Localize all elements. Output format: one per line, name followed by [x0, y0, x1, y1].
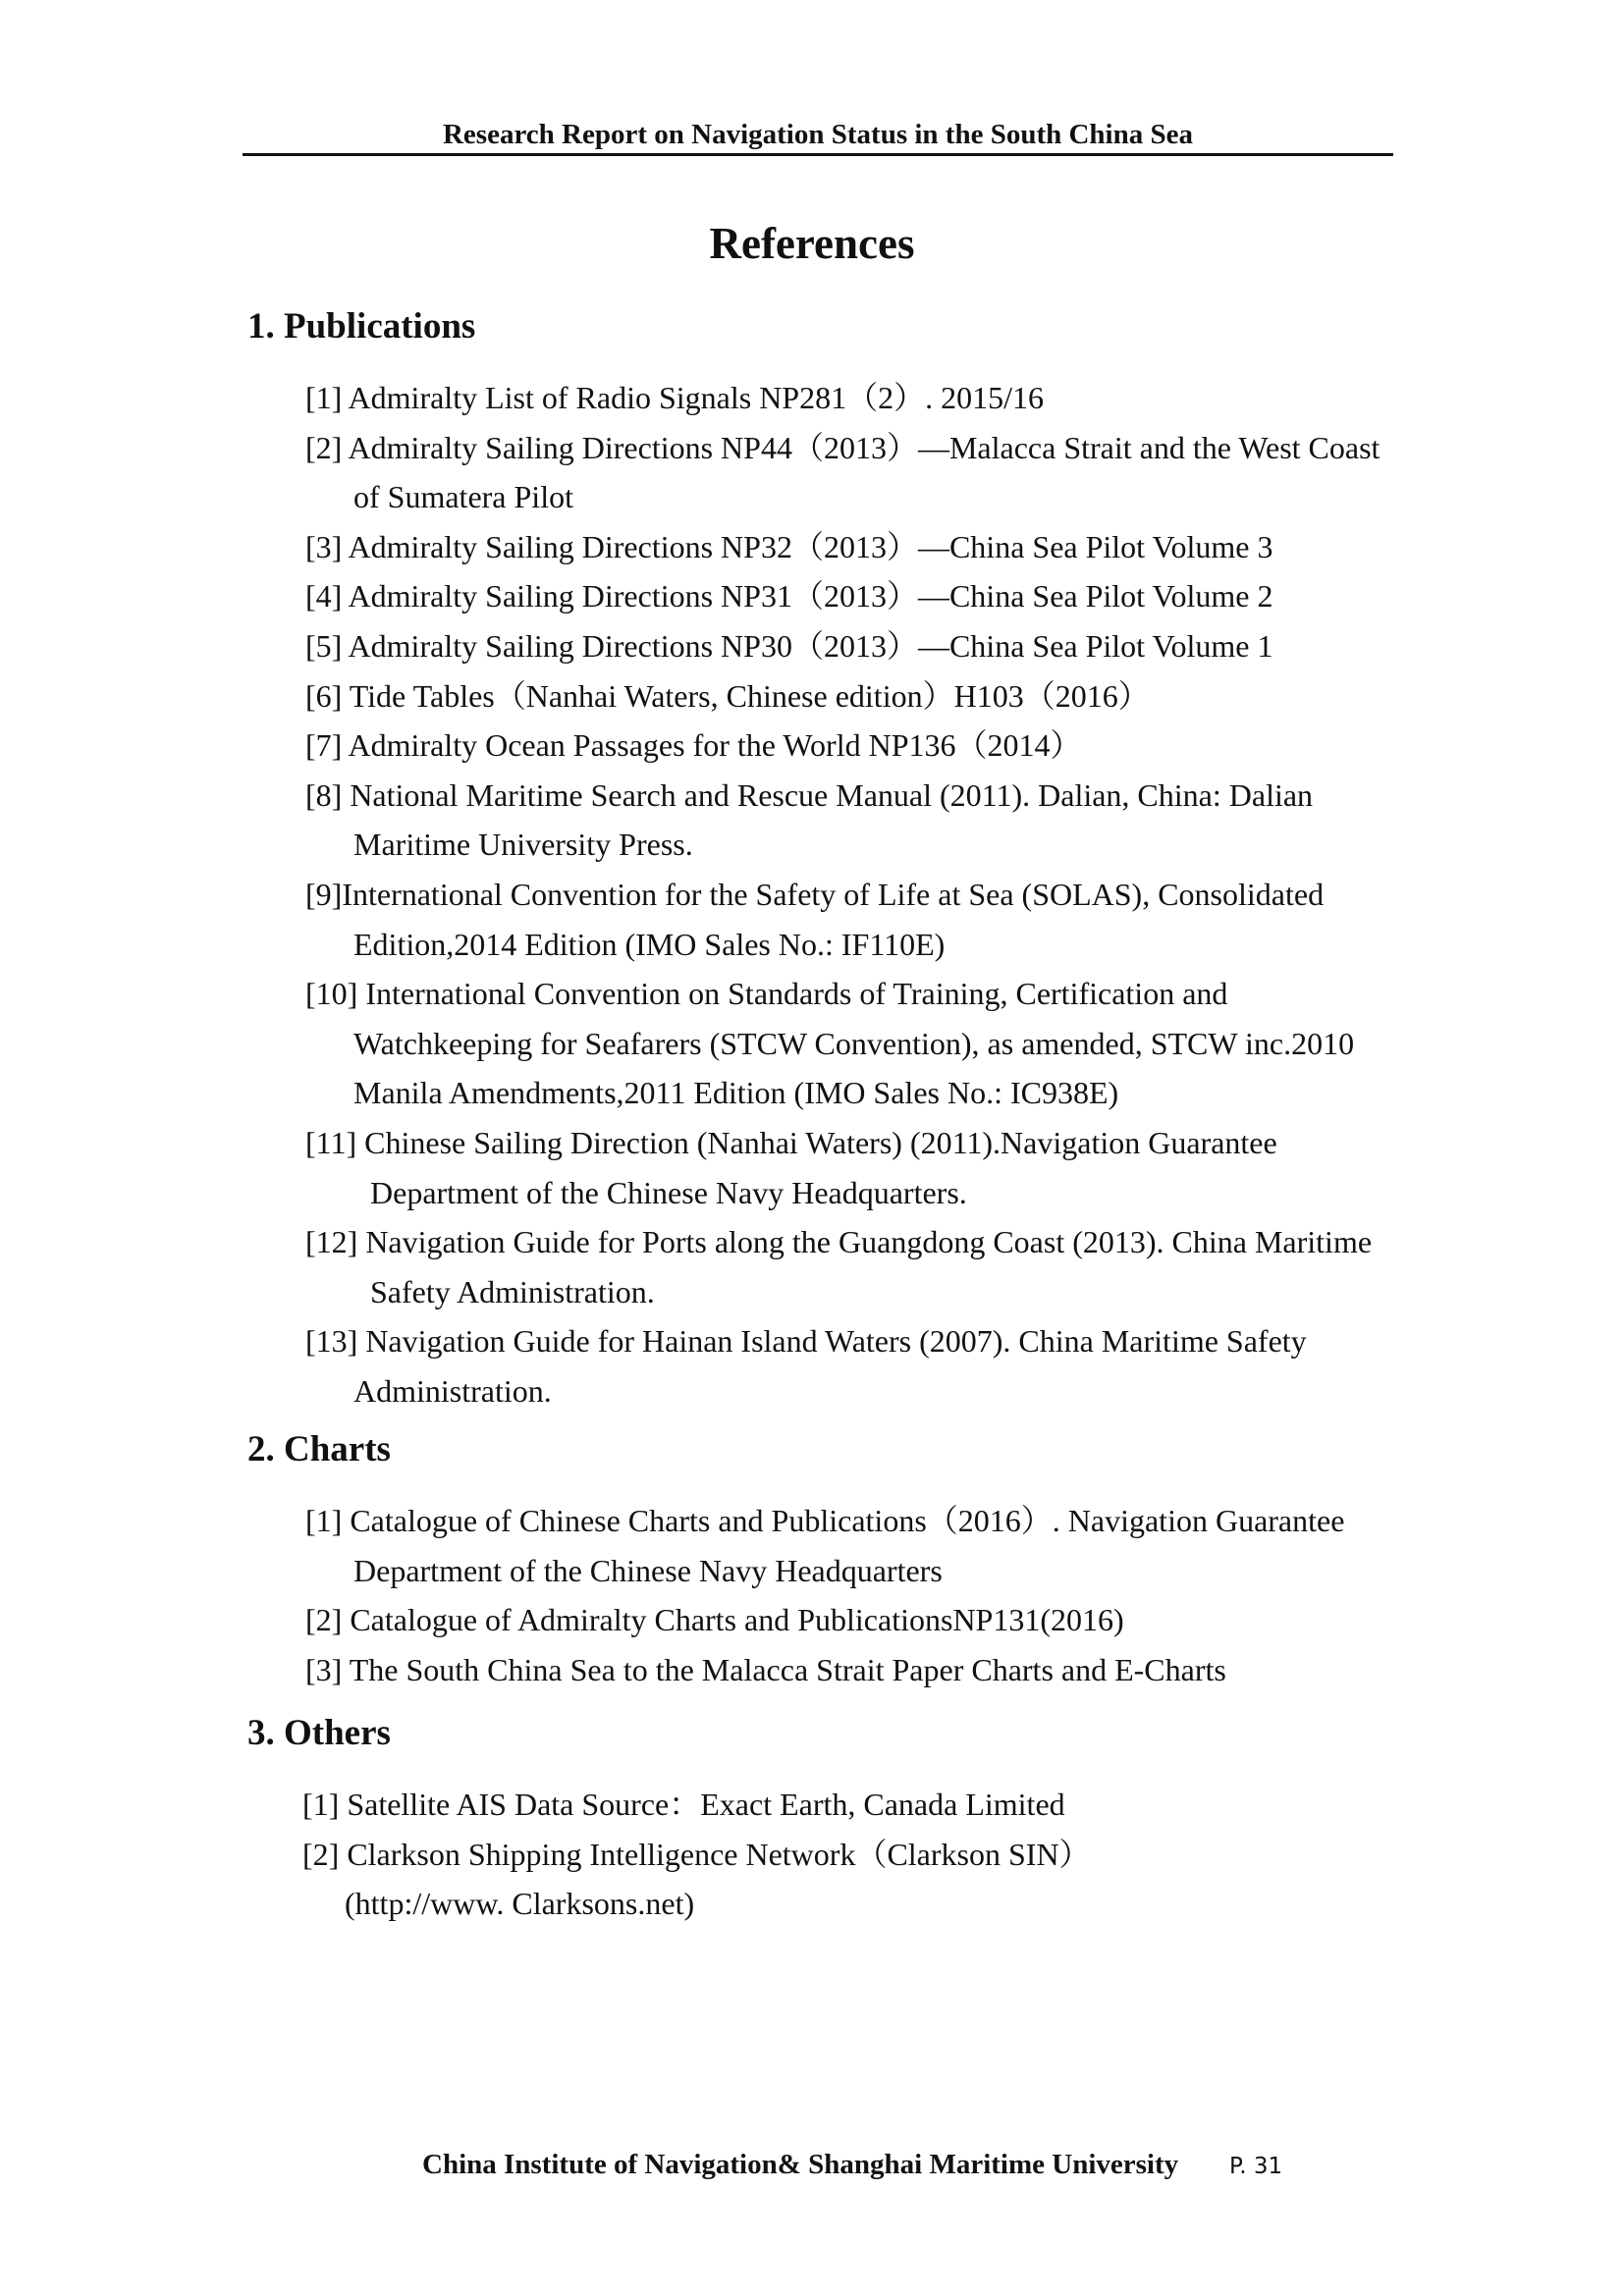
reference-item: [9]International Convention for the Safety of Life at Sea (SOLAS), Consolidated Edition,2014 Edition (IMO Sales No.: IF110E)	[305, 876, 1325, 962]
reference-item: [5] Admiralty Sailing Directions NP30（2013）—China Sea Pilot Volume 1	[305, 627, 1273, 664]
reference-item: [1] Catalogue of Chinese Charts and Publications（2016）. Navigation Guarantee Department of the Chinese Navy Headquarters	[305, 1503, 1345, 1588]
running-header: Research Report on Navigation Status in the South China Sea	[243, 116, 1393, 156]
section-heading-charts: 2. Charts	[247, 1429, 391, 1469]
reference-item: [12] Navigation Guide for Ports along the Guangdong Coast (2013). China Maritime Safety Administration.	[305, 1224, 1373, 1309]
section-heading-others: 3. Others	[247, 1713, 391, 1753]
reference-item: [3] Admiralty Sailing Directions NP32（2013）—China Sea Pilot Volume 3	[305, 528, 1273, 564]
reference-item: [3] The South China Sea to the Malacca Strait Paper Charts and E-Charts	[305, 1651, 1226, 1687]
reference-item: [7] Admiralty Ocean Passages for the World NP136（2014）	[305, 727, 1082, 764]
page-title: References	[709, 219, 915, 268]
reference-item: [2] Admiralty Sailing Directions NP44（2013）—Malacca Strait and the West Coast of Sumatera Pilot	[305, 429, 1380, 515]
section-heading-publications: 1. Publications	[247, 306, 476, 347]
reference-item: [8] National Maritime Search and Rescue Manual (2011). Dalian, China: Dalian Maritime University Press.	[305, 776, 1314, 863]
others-list	[302, 1780, 1398, 1929]
reference-item: [1] Satellite AIS Data Source：Exact Earth, Canada Limited	[302, 1787, 1065, 1822]
reference-item: [1] Admiralty List of Radio Signals NP281（2）. 2015/16	[305, 380, 1044, 415]
reference-item: [10] International Convention on Standards of Training, Certification and Watchkeeping for Seafarers (STCW Convention), as amended, STCW inc.2010 Manila Amendments,2011 Edition (IMO Sales No.: IC938E)	[305, 976, 1355, 1111]
reference-item: [2] Catalogue of Admiralty Charts and PublicationsNP131(2016)	[305, 1602, 1124, 1638]
reference-item: [11] Chinese Sailing Direction (Nanhai Waters) (2011).Navigation Guarantee Department of the Chinese Navy Headquarters.	[305, 1124, 1277, 1210]
charts-list	[305, 1496, 1401, 1694]
footer-institution: China Institute of Navigation& Shanghai Maritime University	[422, 2149, 1179, 2180]
reference-item: [6] Tide Tables（Nanhai Waters, Chinese edition）H103（2016）	[305, 677, 1150, 714]
reference-item: [13] Navigation Guide for Hainan Island Waters (2007). China Maritime Safety Administration.	[305, 1323, 1307, 1409]
reference-item: [2] Clarkson Shipping Intelligence Network（Clarkson SIN）(http://www. Clarksons.net)	[302, 1836, 1091, 1922]
page-number: P. 31	[1229, 2154, 1283, 2179]
reference-item: [4] Admiralty Sailing Directions NP31（2013）—China Sea Pilot Volume 2	[305, 578, 1273, 614]
publications-list	[305, 373, 1401, 1415]
